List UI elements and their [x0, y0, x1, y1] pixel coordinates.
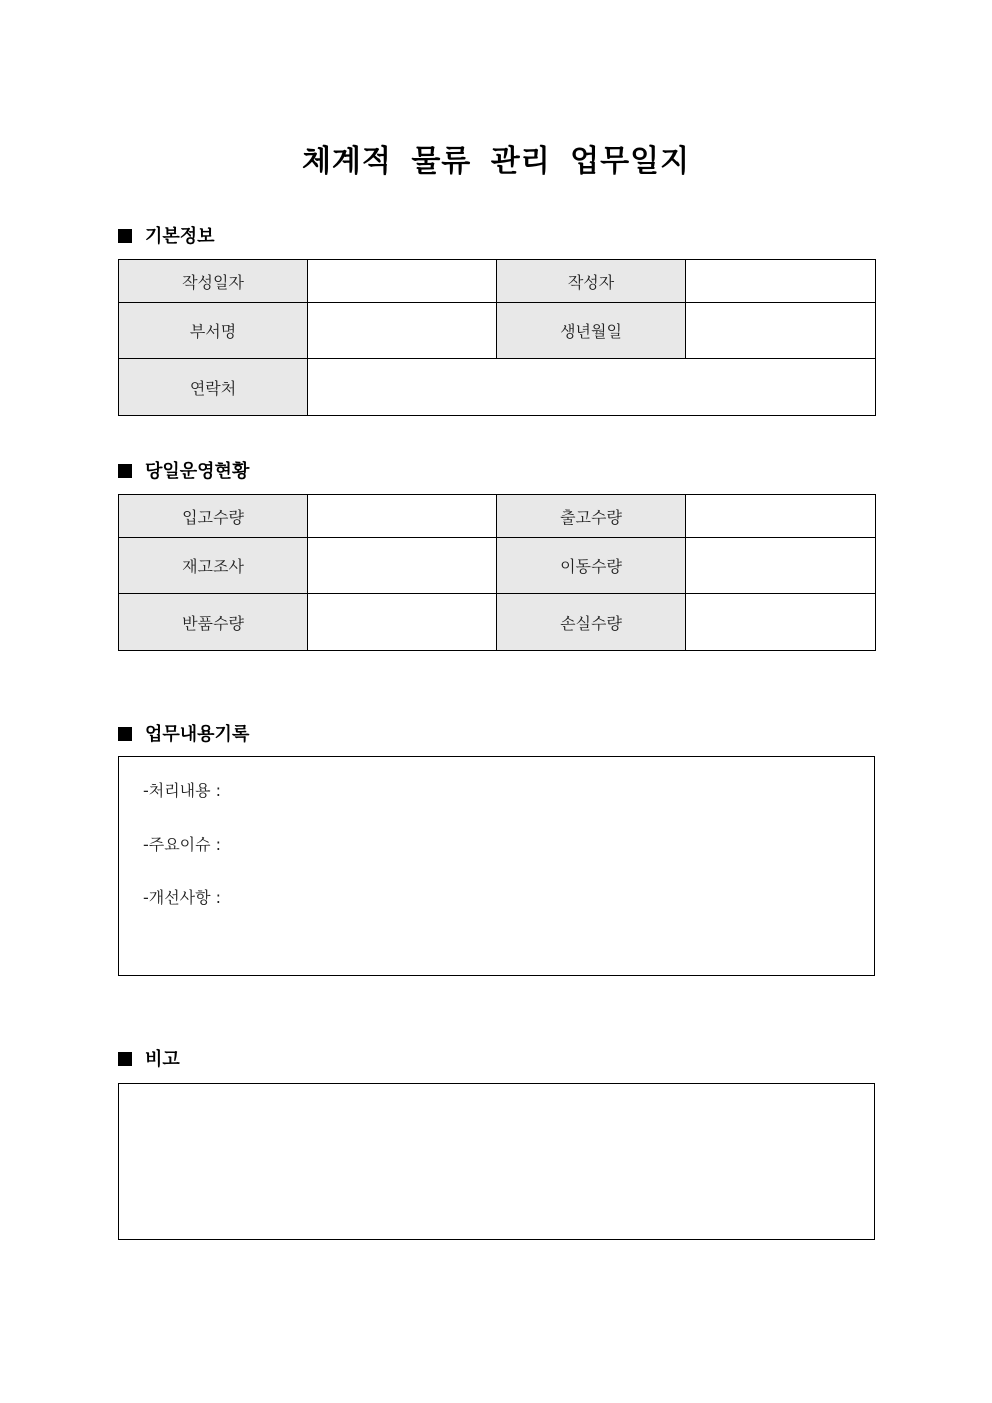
department-field[interactable] [308, 303, 497, 359]
section-heading-notes [118, 1045, 180, 1071]
label-outbound-qty: 출고수량 [497, 495, 686, 538]
outbound-qty-field[interactable] [686, 495, 876, 538]
inbound-qty-field[interactable] [308, 495, 497, 538]
label-loss-qty: 손실수량 [497, 594, 686, 651]
square-bullet-icon [118, 229, 132, 243]
label-birthdate: 생년월일 [497, 303, 686, 359]
square-bullet-icon [118, 1052, 132, 1066]
label-inventory-check: 재고조사 [119, 538, 308, 594]
section-heading-operations [118, 457, 249, 483]
write-date-field[interactable] [308, 260, 497, 303]
square-bullet-icon [118, 727, 132, 741]
author-field[interactable] [686, 260, 876, 303]
label-inbound-qty: 입고수량 [119, 495, 308, 538]
notes-box[interactable] [118, 1083, 875, 1240]
label-return-qty: 반품수량 [119, 594, 308, 651]
label-transfer-qty: 이동수량 [497, 538, 686, 594]
section-heading-basic [118, 222, 215, 248]
label-department: 부서명 [119, 303, 308, 359]
work-record-box[interactable] [118, 756, 875, 976]
square-bullet-icon [118, 464, 132, 478]
section-heading-work [118, 720, 249, 746]
birthdate-field[interactable] [686, 303, 876, 359]
label-author: 작성자 [497, 260, 686, 303]
contact-field[interactable] [308, 359, 876, 416]
work-line-processing: -처리내용 : [143, 781, 222, 800]
page-title: 체계적 물류 관리 업무일지 [301, 144, 691, 179]
work-line-issues: -주요이슈 : [143, 835, 222, 854]
section-heading-label: 업무내용기록 [145, 724, 250, 745]
inventory-check-field[interactable] [308, 538, 497, 594]
operations-table [118, 494, 876, 651]
label-write-date: 작성일자 [119, 260, 308, 303]
loss-qty-field[interactable] [686, 594, 876, 651]
transfer-qty-field[interactable] [686, 538, 876, 594]
return-qty-field[interactable] [308, 594, 497, 651]
section-heading-label: 비고 [145, 1049, 180, 1070]
section-heading-label: 기본정보 [145, 226, 215, 247]
work-line-improvements: -개선사항 : [143, 888, 222, 907]
section-heading-label: 당일운영현황 [145, 461, 250, 482]
basic-info-table [118, 259, 876, 416]
label-contact: 연락처 [119, 359, 308, 416]
